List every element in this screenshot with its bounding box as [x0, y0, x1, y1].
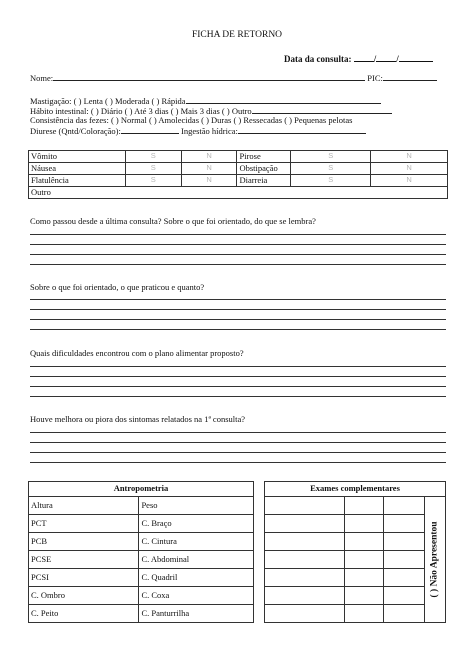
symptom-yes-box[interactable]: S	[291, 175, 371, 187]
exam-cell[interactable]	[265, 605, 345, 623]
date-slash: /	[373, 54, 377, 64]
exam-cell[interactable]	[384, 569, 425, 587]
answer-line[interactable]	[30, 376, 446, 377]
answer-line[interactable]	[30, 244, 446, 245]
exam-cell[interactable]	[344, 587, 384, 605]
exam-cell[interactable]	[344, 605, 384, 623]
symptom-no-box[interactable]: N	[181, 151, 237, 163]
not-presented-label	[425, 500, 446, 618]
diurese-label: Diurese (Qntd/Coloração):	[30, 126, 121, 136]
answer-line[interactable]	[30, 452, 446, 453]
table-row	[29, 482, 254, 497]
answer-line[interactable]	[30, 254, 446, 255]
diurese-line	[30, 126, 366, 137]
exam-cell[interactable]	[344, 497, 384, 515]
symptom-pirose: Pirose	[237, 151, 291, 163]
symptom-nausea: Náusea	[29, 163, 126, 175]
exam-cell[interactable]	[265, 515, 345, 533]
symptoms-table	[28, 150, 448, 199]
exam-cell[interactable]	[344, 533, 384, 551]
symptom-diarreia: Diarreia	[237, 175, 291, 187]
measure-cell[interactable]: PCB	[29, 533, 139, 551]
symptom-no-box[interactable]: N	[181, 163, 237, 175]
ingestao-label: Ingestão hídrica:	[181, 126, 238, 136]
table-row	[29, 151, 448, 163]
exam-cell[interactable]	[344, 569, 384, 587]
pic-label: PIC:	[367, 73, 383, 83]
name-field[interactable]	[53, 73, 365, 81]
symptom-yes-box[interactable]: S	[125, 163, 181, 175]
answer-line[interactable]	[30, 234, 446, 235]
symptom-other[interactable]: Outro	[29, 187, 448, 199]
table-row	[265, 569, 446, 587]
answer-line[interactable]	[30, 366, 446, 367]
exam-cell[interactable]	[265, 497, 345, 515]
consistencia-options: Consistência das fezes: ( ) Normal ( ) Amolecidas ( ) Duras ( ) Ressecadas ( ) Pequenas pelotas	[30, 115, 353, 125]
measure-cell[interactable]: C. Abdominal	[139, 551, 254, 569]
measure-cell[interactable]: Altura	[29, 497, 139, 515]
symptom-yes-box[interactable]: S	[291, 163, 371, 175]
measure-cell[interactable]: C. Cintura	[139, 533, 254, 551]
table-row	[29, 551, 254, 569]
exam-cell[interactable]	[384, 605, 425, 623]
exam-cell[interactable]	[344, 515, 384, 533]
table-row	[265, 605, 446, 623]
diurese-field[interactable]	[121, 126, 179, 134]
table-row	[265, 497, 446, 515]
exames-table	[264, 481, 446, 623]
exam-cell[interactable]	[384, 497, 425, 515]
answer-line[interactable]	[30, 432, 446, 433]
answer-line[interactable]	[30, 299, 446, 300]
table-row	[265, 551, 446, 569]
exam-cell[interactable]	[265, 533, 345, 551]
symptom-no-box[interactable]: N	[371, 151, 448, 163]
answer-line[interactable]	[30, 462, 446, 463]
measure-cell[interactable]: C. Peito	[29, 605, 139, 623]
exam-cell[interactable]	[384, 533, 425, 551]
measure-cell[interactable]: C. Braço	[139, 515, 254, 533]
symptom-no-box[interactable]: N	[181, 175, 237, 187]
exam-cell[interactable]	[265, 569, 345, 587]
consistencia-line	[30, 116, 352, 126]
table-row	[29, 163, 448, 175]
measure-cell[interactable]: Peso	[139, 497, 254, 515]
habito-options: Hábito intestinal: ( ) Diário ( ) Até 3 dias ( ) Mais 3 dias ( ) Outro	[30, 106, 252, 116]
date-day-blank[interactable]	[354, 53, 374, 62]
table-row	[265, 533, 446, 551]
symptom-obstipacao: Obstipação	[237, 163, 291, 175]
exam-cell[interactable]	[265, 551, 345, 569]
symptom-yes-box[interactable]: S	[125, 151, 181, 163]
exames-header: Exames complementares	[265, 482, 446, 497]
table-row	[29, 569, 254, 587]
antropometria-header: Antropometria	[29, 482, 254, 497]
table-row	[265, 587, 446, 605]
date-month-blank[interactable]	[373, 53, 396, 64]
symptom-no-box[interactable]: N	[371, 163, 448, 175]
answer-line[interactable]	[30, 396, 446, 397]
question-4: Houve melhora ou piora dos sintomas relatados na 1ª consulta?	[30, 414, 246, 424]
ingestao-field[interactable]	[238, 126, 366, 134]
mastigacao-field[interactable]	[186, 96, 381, 104]
name-label: Nome:	[30, 73, 54, 83]
exam-cell[interactable]	[384, 587, 425, 605]
form-title: FICHA DE RETORNO	[191, 30, 283, 40]
name-row	[30, 73, 450, 84]
table-row	[29, 497, 254, 515]
mastigacao-options: Mastigação: ( ) Lenta ( ) Moderada ( ) Rápida	[30, 96, 186, 106]
antropometria-table	[28, 481, 254, 623]
measure-cell[interactable]: PCSE	[29, 551, 139, 569]
table-row	[29, 605, 254, 623]
habito-field[interactable]	[252, 106, 392, 114]
exam-cell[interactable]	[344, 551, 384, 569]
consult-date-label: Data da consulta:	[284, 54, 352, 64]
measure-cell[interactable]: C. Quadril	[139, 569, 254, 587]
question-3: Quais dificuldades encontrou com o plano alimentar proposto?	[30, 348, 244, 358]
pic-field[interactable]	[383, 73, 437, 81]
table-row	[265, 515, 446, 533]
table-row	[265, 482, 446, 497]
table-row	[29, 175, 448, 187]
not-presented-text: ( ) Não Apresentou	[430, 520, 441, 598]
measure-cell[interactable]: C. Ombro	[29, 587, 139, 605]
table-row	[29, 587, 254, 605]
symptom-flatulencia: Flatulência	[29, 175, 126, 187]
measure-cell[interactable]: C. Coxa	[139, 587, 254, 605]
symptom-yes-box[interactable]: S	[291, 151, 371, 163]
answer-line[interactable]	[30, 386, 446, 387]
measure-cell[interactable]: PCT	[29, 515, 139, 533]
answer-line[interactable]	[30, 309, 446, 310]
question-2: Sobre o que foi orientado, o que praticou e quanto?	[30, 282, 205, 292]
question-1: Como passou desde a última consulta? Sobre o que foi orientado, do que se lembra?	[30, 216, 316, 226]
consult-date	[284, 53, 433, 64]
table-row	[29, 515, 254, 533]
exam-cell[interactable]	[384, 551, 425, 569]
answer-line[interactable]	[30, 329, 446, 330]
measure-cell[interactable]: PCSI	[29, 569, 139, 587]
exam-cell[interactable]	[265, 587, 345, 605]
table-row	[29, 187, 448, 199]
table-row	[29, 533, 254, 551]
exam-cell[interactable]	[384, 515, 425, 533]
answer-line[interactable]	[30, 264, 446, 265]
symptom-vomito: Vômito	[29, 151, 126, 163]
date-year-blank[interactable]	[399, 53, 433, 62]
symptom-no-box[interactable]: N	[371, 175, 448, 187]
symptom-yes-box[interactable]: S	[125, 175, 181, 187]
answer-line[interactable]	[30, 442, 446, 443]
date-slash: /	[396, 54, 399, 64]
measure-cell[interactable]: C. Panturrilha	[139, 605, 254, 623]
answer-line[interactable]	[30, 319, 446, 320]
